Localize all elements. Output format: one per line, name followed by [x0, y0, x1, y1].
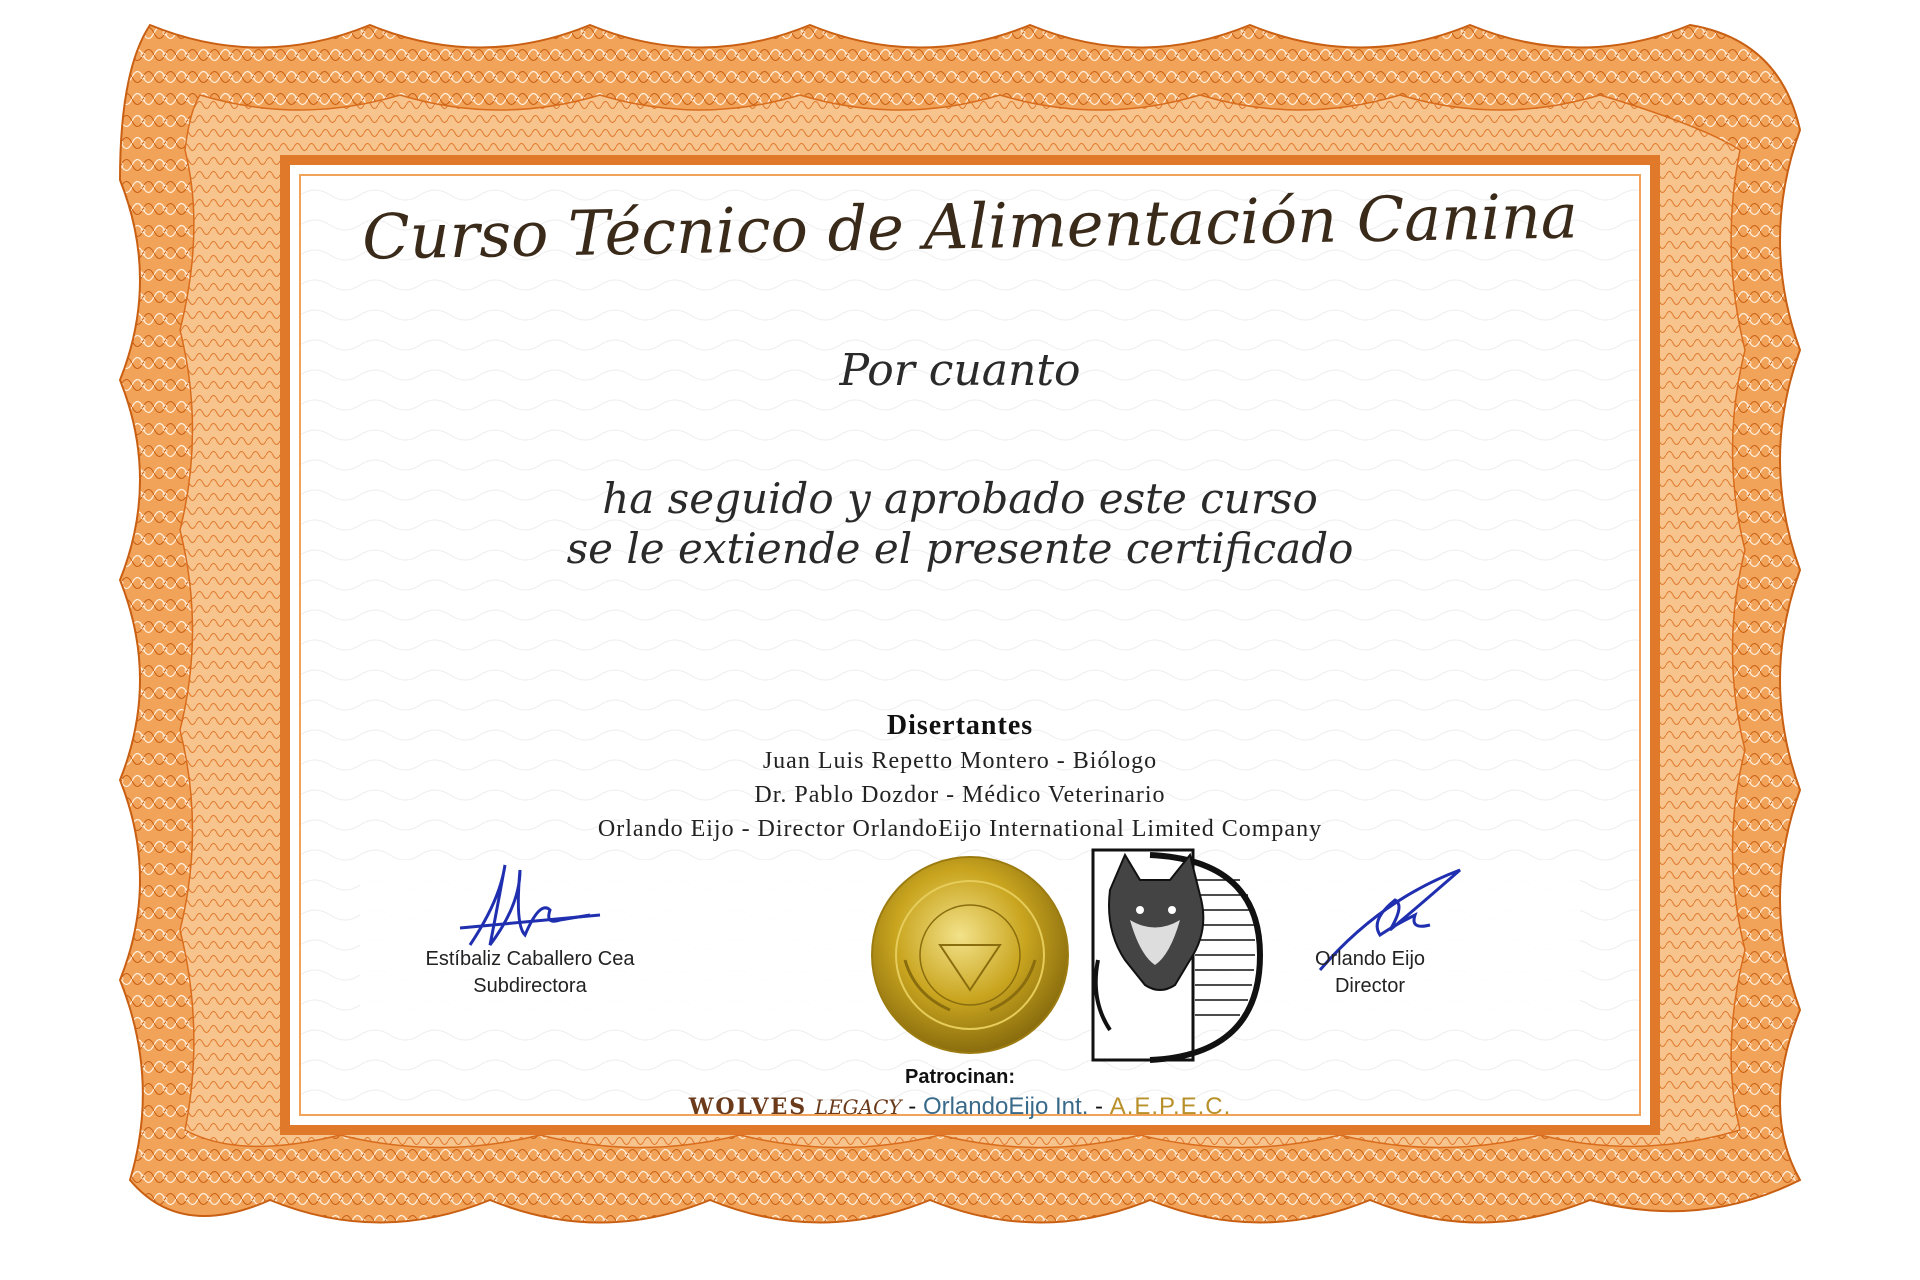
- sponsors-line: [560, 1092, 1360, 1121]
- sponsor-orlandoeijo: OrlandoEijo Int.: [922, 1093, 1089, 1120]
- wolf-logo-icon: [1093, 850, 1260, 1060]
- speaker-item: Orlando Eijo - Director OrlandoEijo International Limited Company: [597, 816, 1323, 842]
- signature-right-role: Director: [1334, 975, 1405, 997]
- signature-left-role: Subdirectora: [473, 975, 587, 997]
- sponsor-aepec: A.E.P.E.C.: [1109, 1093, 1232, 1120]
- sponsor-legacy: LEGACY: [814, 1095, 902, 1119]
- sponsor-separator: -: [901, 1093, 923, 1120]
- certificate-subtitle: Por cuanto: [839, 345, 1081, 396]
- signature-right-name: Orlando Eijo: [1314, 948, 1426, 970]
- speaker-item: Juan Luis Repetto Montero - Biólogo: [762, 748, 1158, 774]
- signature-left-name: Estíbaliz Caballero Cea: [425, 948, 635, 970]
- certificate-title: Curso Técnico de Alimentación Canina: [361, 179, 1579, 274]
- sponsor-wolves: WOLVES: [688, 1094, 808, 1120]
- speaker-item: Dr. Pablo Dozdor - Médico Veterinario: [754, 782, 1166, 808]
- speakers-heading: Disertantes: [886, 710, 1034, 741]
- sponsors-heading: Patrocinan:: [904, 1066, 1016, 1088]
- certificate-body-line-1: ha seguido y aprobado este curso: [602, 474, 1318, 523]
- sponsor-separator: -: [1088, 1093, 1110, 1120]
- gold-seal-icon: [872, 857, 1068, 1053]
- certificate-body-line-2: se le extiende el presente certificado: [566, 524, 1354, 573]
